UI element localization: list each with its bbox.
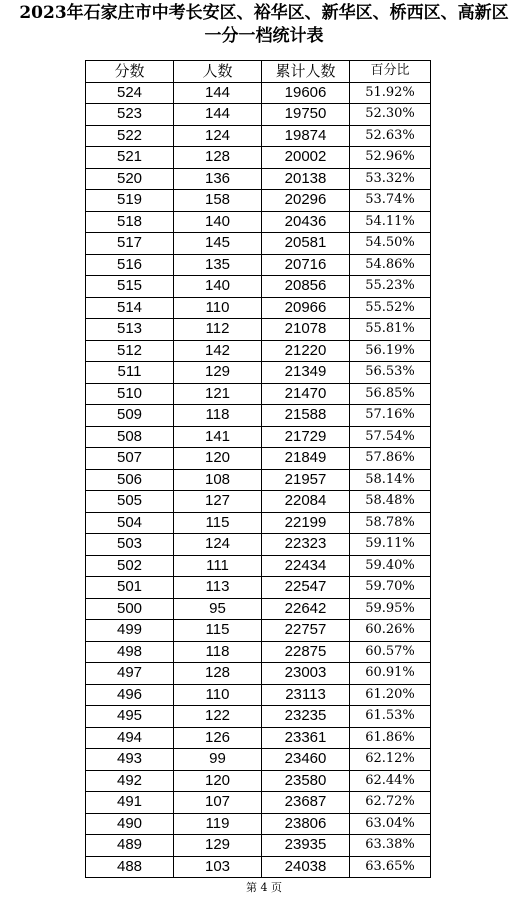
cell-percentage: 53.74%	[350, 190, 431, 212]
cell-cumulative: 21957	[262, 469, 350, 491]
cell-cumulative: 20856	[262, 276, 350, 298]
cell-percentage: 62.44%	[350, 770, 431, 792]
cell-score: 516	[86, 254, 174, 276]
cell-cumulative: 21588	[262, 405, 350, 427]
cell-count: 111	[174, 555, 262, 577]
cell-percentage: 57.16%	[350, 405, 431, 427]
cell-cumulative: 19606	[262, 82, 350, 104]
table-row	[86, 168, 431, 190]
cell-cumulative: 21078	[262, 319, 350, 341]
cell-count: 142	[174, 340, 262, 362]
cell-count: 118	[174, 405, 262, 427]
cell-cumulative: 22084	[262, 491, 350, 513]
table-row	[86, 856, 431, 878]
cell-score: 515	[86, 276, 174, 298]
table-row	[86, 319, 431, 341]
cell-count: 120	[174, 448, 262, 470]
cell-percentage: 63.65%	[350, 856, 431, 878]
table-row	[86, 512, 431, 534]
cell-percentage: 52.63%	[350, 125, 431, 147]
cell-count: 140	[174, 276, 262, 298]
header-cumulative: 累计人数	[262, 61, 350, 83]
table-row	[86, 426, 431, 448]
table-row	[86, 663, 431, 685]
cell-score: 492	[86, 770, 174, 792]
header-count: 人数	[174, 61, 262, 83]
cell-percentage: 55.52%	[350, 297, 431, 319]
cell-count: 135	[174, 254, 262, 276]
cell-count: 129	[174, 362, 262, 384]
table-row	[86, 706, 431, 728]
cell-score: 497	[86, 663, 174, 685]
table-header-row	[86, 61, 431, 83]
cell-cumulative: 22199	[262, 512, 350, 534]
cell-count: 128	[174, 663, 262, 685]
cell-percentage: 60.26%	[350, 620, 431, 642]
cell-cumulative: 22547	[262, 577, 350, 599]
cell-count: 141	[174, 426, 262, 448]
cell-count: 103	[174, 856, 262, 878]
cell-count: 124	[174, 125, 262, 147]
cell-cumulative: 21220	[262, 340, 350, 362]
cell-cumulative: 20581	[262, 233, 350, 255]
cell-count: 115	[174, 512, 262, 534]
cell-count: 136	[174, 168, 262, 190]
cell-cumulative: 23361	[262, 727, 350, 749]
cell-cumulative: 22642	[262, 598, 350, 620]
document-subtitle: 一分一档统计表	[204, 26, 324, 46]
cell-score: 521	[86, 147, 174, 169]
cell-cumulative: 20716	[262, 254, 350, 276]
cell-percentage: 60.57%	[350, 641, 431, 663]
cell-count: 126	[174, 727, 262, 749]
cell-score: 489	[86, 835, 174, 857]
cell-count: 112	[174, 319, 262, 341]
cell-cumulative: 23935	[262, 835, 350, 857]
score-distribution-table	[85, 60, 431, 878]
cell-cumulative: 23460	[262, 749, 350, 771]
cell-score: 501	[86, 577, 174, 599]
cell-cumulative: 21849	[262, 448, 350, 470]
table-row	[86, 340, 431, 362]
cell-cumulative: 23235	[262, 706, 350, 728]
table-row	[86, 598, 431, 620]
cell-score: 518	[86, 211, 174, 233]
cell-count: 99	[174, 749, 262, 771]
cell-score: 509	[86, 405, 174, 427]
cell-percentage: 61.86%	[350, 727, 431, 749]
cell-count: 121	[174, 383, 262, 405]
table-row	[86, 727, 431, 749]
page-number: 第 4 页	[246, 881, 282, 894]
cell-cumulative: 22757	[262, 620, 350, 642]
cell-count: 113	[174, 577, 262, 599]
cell-percentage: 58.48%	[350, 491, 431, 513]
cell-percentage: 63.04%	[350, 813, 431, 835]
cell-score: 522	[86, 125, 174, 147]
cell-count: 127	[174, 491, 262, 513]
cell-score: 491	[86, 792, 174, 814]
cell-count: 107	[174, 792, 262, 814]
table-row	[86, 147, 431, 169]
cell-percentage: 52.30%	[350, 104, 431, 126]
cell-score: 520	[86, 168, 174, 190]
cell-score: 498	[86, 641, 174, 663]
cell-count: 115	[174, 620, 262, 642]
cell-cumulative: 22323	[262, 534, 350, 556]
cell-score: 514	[86, 297, 174, 319]
table-row	[86, 383, 431, 405]
table-row	[86, 641, 431, 663]
cell-cumulative: 21729	[262, 426, 350, 448]
cell-score: 513	[86, 319, 174, 341]
cell-percentage: 57.86%	[350, 448, 431, 470]
cell-score: 506	[86, 469, 174, 491]
cell-score: 490	[86, 813, 174, 835]
cell-percentage: 63.38%	[350, 835, 431, 857]
header-score: 分数	[86, 61, 174, 83]
cell-cumulative: 20966	[262, 297, 350, 319]
cell-count: 95	[174, 598, 262, 620]
cell-percentage: 52.96%	[350, 147, 431, 169]
cell-count: 129	[174, 835, 262, 857]
cell-percentage: 56.53%	[350, 362, 431, 384]
cell-cumulative: 20138	[262, 168, 350, 190]
cell-count: 124	[174, 534, 262, 556]
cell-percentage: 59.40%	[350, 555, 431, 577]
cell-score: 494	[86, 727, 174, 749]
cell-count: 119	[174, 813, 262, 835]
cell-cumulative: 23113	[262, 684, 350, 706]
table-body	[86, 82, 431, 878]
cell-cumulative: 20296	[262, 190, 350, 212]
cell-percentage: 55.81%	[350, 319, 431, 341]
cell-score: 519	[86, 190, 174, 212]
table-row	[86, 577, 431, 599]
table-row	[86, 104, 431, 126]
table-row	[86, 491, 431, 513]
table-row	[86, 770, 431, 792]
table-row	[86, 362, 431, 384]
cell-count: 128	[174, 147, 262, 169]
cell-percentage: 51.92%	[350, 82, 431, 104]
cell-count: 110	[174, 297, 262, 319]
cell-score: 524	[86, 82, 174, 104]
cell-score: 512	[86, 340, 174, 362]
cell-cumulative: 24038	[262, 856, 350, 878]
cell-count: 144	[174, 82, 262, 104]
cell-cumulative: 23806	[262, 813, 350, 835]
cell-score: 499	[86, 620, 174, 642]
cell-count: 158	[174, 190, 262, 212]
cell-cumulative: 22875	[262, 641, 350, 663]
table-row	[86, 555, 431, 577]
cell-percentage: 61.20%	[350, 684, 431, 706]
table-row	[86, 469, 431, 491]
cell-cumulative: 21470	[262, 383, 350, 405]
document-title: 2023年石家庄市中考长安区、裕华区、新华区、桥西区、高新区	[19, 3, 509, 23]
cell-count: 145	[174, 233, 262, 255]
cell-score: 500	[86, 598, 174, 620]
table-row	[86, 125, 431, 147]
cell-percentage: 59.11%	[350, 534, 431, 556]
cell-percentage: 59.70%	[350, 577, 431, 599]
table-row	[86, 254, 431, 276]
cell-cumulative: 23687	[262, 792, 350, 814]
cell-score: 510	[86, 383, 174, 405]
cell-cumulative: 19750	[262, 104, 350, 126]
cell-percentage: 61.53%	[350, 706, 431, 728]
table-row	[86, 211, 431, 233]
table-row	[86, 813, 431, 835]
table-row	[86, 448, 431, 470]
table-row	[86, 792, 431, 814]
table-row	[86, 749, 431, 771]
cell-percentage: 60.91%	[350, 663, 431, 685]
table-row	[86, 82, 431, 104]
cell-percentage: 54.50%	[350, 233, 431, 255]
cell-score: 495	[86, 706, 174, 728]
cell-score: 503	[86, 534, 174, 556]
cell-cumulative: 19874	[262, 125, 350, 147]
table-row	[86, 620, 431, 642]
cell-percentage: 56.19%	[350, 340, 431, 362]
table-row	[86, 835, 431, 857]
table-row	[86, 534, 431, 556]
cell-cumulative: 20002	[262, 147, 350, 169]
cell-score: 496	[86, 684, 174, 706]
cell-cumulative: 23003	[262, 663, 350, 685]
cell-count: 140	[174, 211, 262, 233]
table-row	[86, 684, 431, 706]
table-row	[86, 276, 431, 298]
cell-score: 523	[86, 104, 174, 126]
cell-score: 508	[86, 426, 174, 448]
cell-count: 120	[174, 770, 262, 792]
cell-score: 507	[86, 448, 174, 470]
cell-score: 504	[86, 512, 174, 534]
table-row	[86, 190, 431, 212]
cell-percentage: 53.32%	[350, 168, 431, 190]
cell-percentage: 54.11%	[350, 211, 431, 233]
cell-percentage: 54.86%	[350, 254, 431, 276]
table-row	[86, 405, 431, 427]
cell-cumulative: 20436	[262, 211, 350, 233]
cell-percentage: 58.78%	[350, 512, 431, 534]
cell-count: 108	[174, 469, 262, 491]
cell-percentage: 59.95%	[350, 598, 431, 620]
cell-score: 517	[86, 233, 174, 255]
header-percentage: 百分比	[350, 61, 431, 83]
cell-score: 502	[86, 555, 174, 577]
cell-cumulative: 22434	[262, 555, 350, 577]
cell-score: 511	[86, 362, 174, 384]
cell-percentage: 55.23%	[350, 276, 431, 298]
cell-percentage: 62.12%	[350, 749, 431, 771]
cell-score: 505	[86, 491, 174, 513]
cell-count: 118	[174, 641, 262, 663]
cell-percentage: 56.85%	[350, 383, 431, 405]
table-row	[86, 233, 431, 255]
cell-cumulative: 23580	[262, 770, 350, 792]
cell-percentage: 62.72%	[350, 792, 431, 814]
table-row	[86, 297, 431, 319]
cell-count: 110	[174, 684, 262, 706]
cell-cumulative: 21349	[262, 362, 350, 384]
cell-count: 144	[174, 104, 262, 126]
cell-count: 122	[174, 706, 262, 728]
cell-score: 488	[86, 856, 174, 878]
cell-percentage: 57.54%	[350, 426, 431, 448]
cell-percentage: 58.14%	[350, 469, 431, 491]
cell-score: 493	[86, 749, 174, 771]
